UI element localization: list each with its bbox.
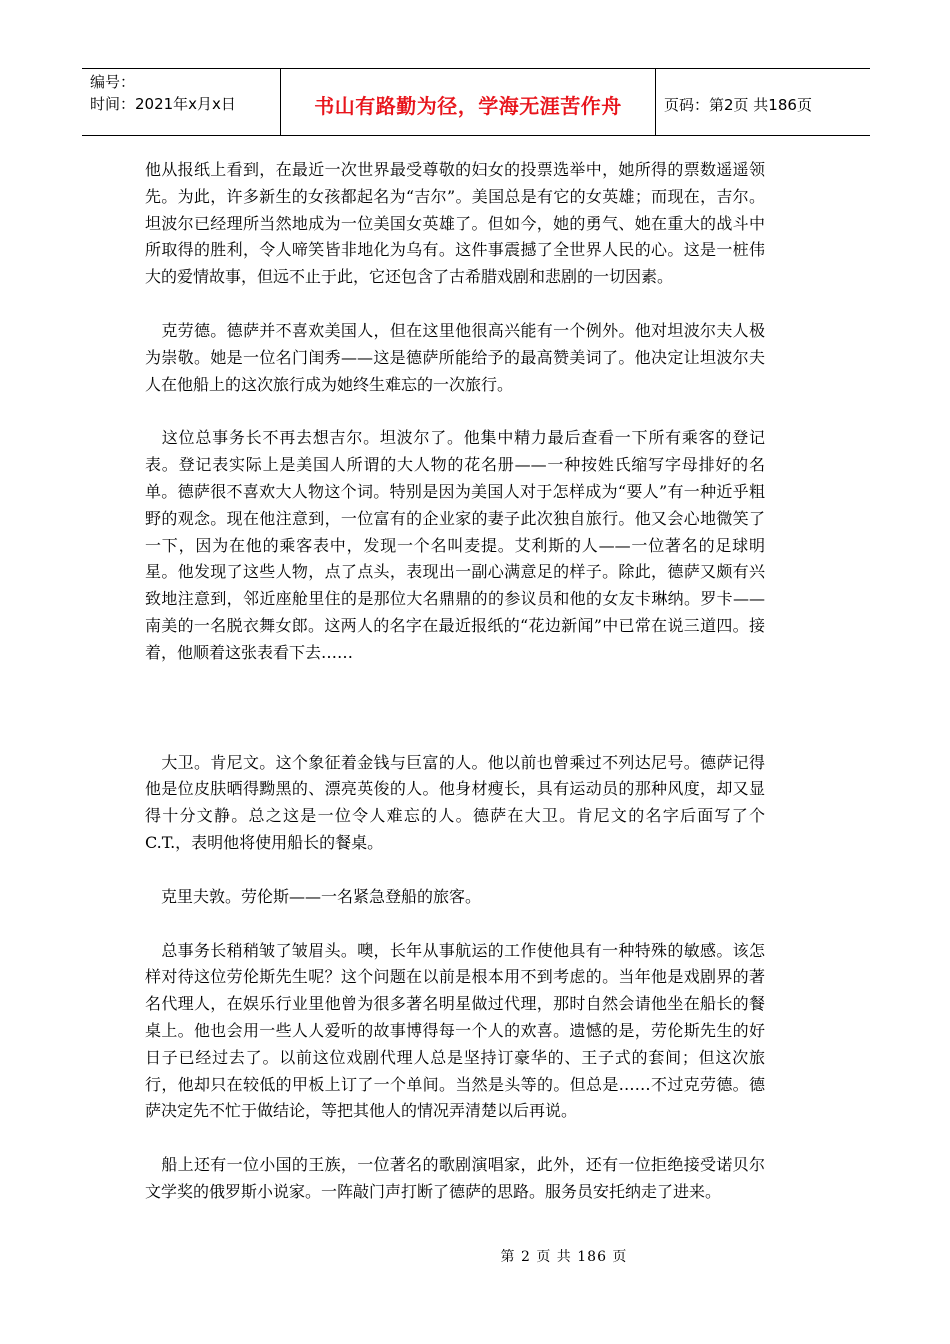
page-footer bbox=[0, 1246, 950, 1266]
header-meta-cell bbox=[82, 69, 281, 135]
header-page-cell bbox=[656, 69, 870, 135]
document-body bbox=[145, 157, 765, 1206]
paragraph-3: 这位总事务长不再去想吉尔。坦波尔了。他集中精力最后查看一下所有乘客的登记表。登记表实际上是美国人所谓的大人物的花名册——一种按姓氏缩写字母排好的名单。德萨很不喜欢大人物这个词。特别是因为美国人对于怎样成为“要人”有一种近乎粗野的观念。现在他注意到，一位富有的企业家的妻子此次独自旅行。他又会心地微笑了一下，因为在他的乘客表中，发现一个名叫麦提。艾利斯的人——一位著名的足球明星。他发现了这些人物，点了点头，表现出一副心满意足的样子。除此，德萨又颇有兴致地注意到，邻近座舱里住的是那位大名鼎鼎的的参议员和他的女友卡琳纳。罗卡——南美的一名脱衣舞女郎。这两人的名字在最近报纸的“花边新闻”中已常在说三道四。接着，他顺着这张表看下去…… bbox=[145, 428, 765, 662]
paragraph-6: 总事务长稍稍皱了皱眉头。噢，长年从事航运的工作使他具有一种特殊的敏感。该怎样对待这位劳伦斯先生呢？这个问题在以前是根本用不到考虑的。当年他是戏剧界的著名代理人，在娱乐行业里他曾为很多著名明星做过代理，那时自然会请他坐在船长的餐桌上。他也会用一些人人爱听的故事博得每一个人的欢喜。遗憾的是，劳伦斯先生的好日子已经过去了。以前这位戏剧代理人总是坚持订豪华的、王子式的套间；但这次旅行，他却只在较低的甲板上订了一个单间。当然是头等的。但总是……不过克劳德。德萨决定先不忙于做结论，等把其他人的情况弄清楚以后再说。 bbox=[145, 940, 765, 1121]
paragraph-2: 克劳德。德萨并不喜欢美国人，但在这里他很高兴能有一个例外。他对坦波尔夫人极为崇敬。她是一位名门闺秀——这是德萨所能给予的最高赞美词了。他决定让坦波尔夫人在他船上的这次旅行成为她终生难忘的一次旅行。 bbox=[145, 320, 765, 394]
header-motto-cell bbox=[281, 69, 656, 135]
paragraph-5: 克里夫敦。劳伦斯——一名紧急登船的旅客。 bbox=[145, 886, 482, 906]
header-table bbox=[82, 68, 870, 136]
footer-page-number: 第 2 页 共 186 页 bbox=[500, 1249, 628, 1265]
paragraph-7: 船上还有一位小国的王族，一位著名的歌剧演唱家，此外，还有一位拒绝接受诺贝尔文学奖的俄罗斯小说家。一阵敲门声打断了德萨的思路。服务员安托纳走了进来。 bbox=[145, 1155, 765, 1201]
page-info: 页码：第2页 共186页 bbox=[664, 95, 812, 114]
code-label: 编号： bbox=[90, 73, 136, 91]
time-label: 时间：2021年x月x日 bbox=[90, 95, 236, 113]
paragraph-4: 大卫。肯尼文。这个象征着金钱与巨富的人。他以前也曾乘过不列达尼号。德萨记得他是位皮肤晒得黝黑的、漂亮英俊的人。他身材瘦长，具有运动员的那种风度，却又显得十分文静。总之这是一位令人难忘的人。德萨在大卫。肯尼文的名字后面写了个C.T.，表明他将使用船长的餐桌。 bbox=[145, 752, 765, 852]
paragraph-1: 他从报纸上看到，在最近一次世界最受尊敬的妇女的投票选举中，她所得的票数遥遥领先。为此，许多新生的女孩都起名为“吉尔”。美国总是有它的女英雄；而现在，吉尔。坦波尔已经理所当然地成为一位美国女英雄了。但如今，她的勇气、她在重大的战斗中所取得的胜利，令人啼笑皆非地化为乌有。这件事震撼了全世界人民的心。这是一桩伟大的爱情故事，但远不止于此，它还包含了古希腊戏剧和悲剧的一切因素。 bbox=[145, 160, 765, 287]
motto: 书山有路勤为径，学海无涯苦作舟 bbox=[314, 93, 622, 118]
